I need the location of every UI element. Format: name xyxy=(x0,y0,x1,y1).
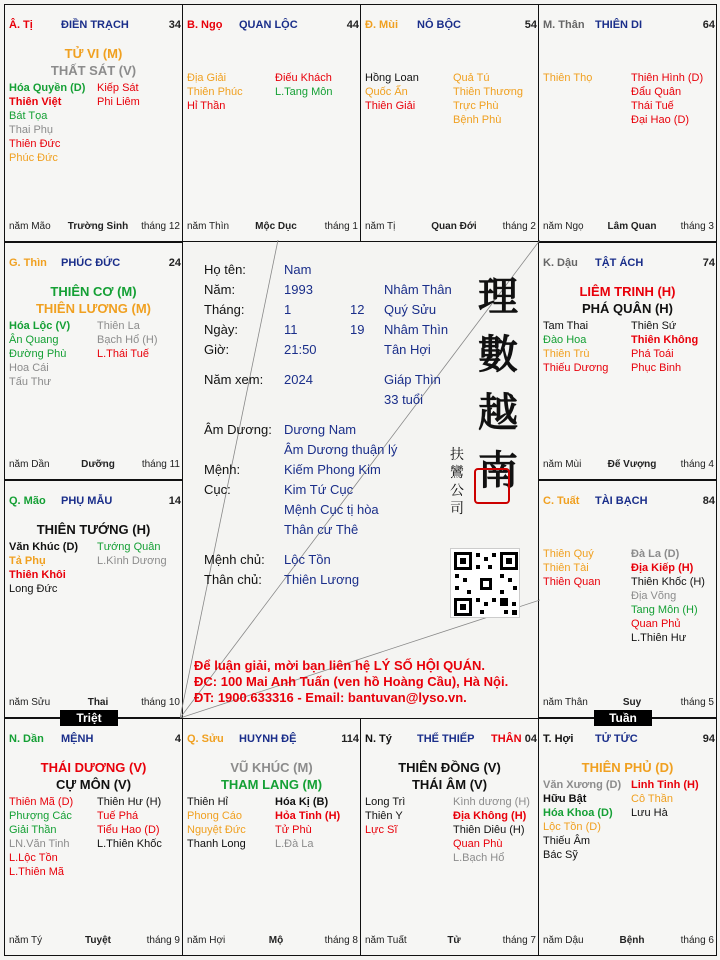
minor-star: Tướng Quân xyxy=(97,541,161,553)
branch-label: B. Ngọ xyxy=(187,19,223,31)
name-value: Nam xyxy=(284,262,312,277)
life-stage: Tuyệt xyxy=(85,935,111,946)
minor-star: L.Thiên Mã xyxy=(9,866,65,878)
main-star: THẤT SÁT (V) xyxy=(50,63,137,78)
seal-text: 扶 鸞 公 司 xyxy=(450,447,464,517)
minor-star: Ân Quang xyxy=(9,334,59,346)
minor-star: Hóa Lộc (V) xyxy=(9,320,71,332)
minor-star: Văn Khúc (D) xyxy=(9,541,79,553)
hour-label: Giờ: xyxy=(204,342,230,357)
minor-star: Kình dương (H) xyxy=(453,796,530,808)
minor-star: L.Bạch Hổ xyxy=(453,852,505,864)
minor-star: Lộc Tồn (D) xyxy=(543,821,601,833)
minor-star: Văn Xương (D) xyxy=(543,779,622,791)
minor-star: Thái Tuế xyxy=(631,100,674,112)
palace-header xyxy=(9,495,181,509)
age-value: 33 tuổi xyxy=(384,392,424,407)
main-stars xyxy=(5,521,182,538)
year-label: năm Sửu xyxy=(9,697,51,708)
minor-star: Thiên Không xyxy=(631,334,699,346)
minor-star: Hỉ Thần xyxy=(187,100,226,112)
main-star: LIÊM TRINH (H) xyxy=(579,284,676,299)
minor-star: Tấu Thư xyxy=(9,376,52,388)
main-stars xyxy=(5,759,182,793)
minor-star: Địa Không (H) xyxy=(453,810,527,822)
minor-star: Hồng Loan xyxy=(365,72,419,84)
minor-stars-left xyxy=(543,71,592,85)
dai-han-number: 74 xyxy=(702,257,715,269)
dai-han-number: 4 xyxy=(174,733,181,745)
minor-stars-right xyxy=(97,795,162,851)
main-stars xyxy=(5,283,182,317)
palace-name: TÀI BẠCH xyxy=(595,495,648,507)
minor-star: Linh Tinh (H) xyxy=(631,779,699,791)
tuan-tag: Tuần xyxy=(594,710,652,726)
minor-star: LN.Văn Tinh xyxy=(9,838,70,850)
year-label: năm Tuất xyxy=(365,935,407,946)
minor-star: Thiên Khốc (H) xyxy=(631,576,705,588)
dai-han-number: 04 xyxy=(524,733,537,745)
palace-name: NÔ BỘC xyxy=(417,19,461,31)
minor-star: Phục Binh xyxy=(631,362,682,374)
palace-cell-suu[interactable] xyxy=(182,718,361,956)
life-stage: Tử xyxy=(447,935,461,946)
day-solar: 19 xyxy=(350,322,365,337)
minor-stars-left xyxy=(543,778,621,862)
minor-star: Lực Sĩ xyxy=(365,824,398,836)
minor-star: Lưu Hà xyxy=(631,807,668,819)
minor-star: Kiếp Sát xyxy=(97,82,139,94)
minor-star: Thiếu Dương xyxy=(543,362,609,374)
palace-footer xyxy=(9,221,180,235)
hour-value: 21:50 xyxy=(284,342,317,357)
minor-stars-right xyxy=(631,71,703,127)
dai-han-number: 94 xyxy=(702,733,715,745)
minor-stars-right xyxy=(275,795,340,851)
branch-label: Â. Tị xyxy=(9,19,33,31)
palace-cell-hoi[interactable] xyxy=(538,718,717,956)
minor-star: Thiên Diêu (H) xyxy=(453,824,525,836)
main-star: PHÁ QUÂN (H) xyxy=(582,301,673,316)
triet-tag: Triệt xyxy=(60,710,118,726)
minor-star: L.Thái Tuế xyxy=(97,348,149,360)
branch-label: Đ. Mùi xyxy=(365,19,398,31)
minor-stars-right xyxy=(97,319,158,361)
than-chu-label: Thân chủ: xyxy=(204,572,262,587)
contact-phone-email[interactable]: ĐT: 1900.633316 - Email: bantuvan@lyso.vn. xyxy=(194,690,467,705)
minor-star: Đà La (D) xyxy=(631,548,680,560)
month-label: tháng 12 xyxy=(141,221,180,232)
branch-label: Q. Sửu xyxy=(187,733,224,745)
main-star: THÁI DƯƠNG (V) xyxy=(40,760,147,775)
minor-star: Điếu Khách xyxy=(275,72,332,84)
main-star: TỬ VI (M) xyxy=(64,46,123,61)
palace-footer xyxy=(9,697,180,711)
minor-star: Tam Thai xyxy=(543,320,589,332)
main-stars xyxy=(5,45,182,79)
month-label: tháng 1 xyxy=(324,221,358,232)
contact-address: ĐC: 100 Mai Anh Tuấn (ven hồ Hoàng Cầu), Hà Nội. xyxy=(194,674,509,689)
minor-star: Đẩu Quân xyxy=(631,86,682,98)
cuc-note: Mệnh Cục tị hòa xyxy=(284,502,379,517)
minor-stars-right xyxy=(97,81,140,109)
minor-star: Thiên Phúc xyxy=(187,86,243,98)
name-label: Họ tên: xyxy=(204,262,246,277)
dai-han-number: 24 xyxy=(168,257,181,269)
minor-stars-right xyxy=(275,71,332,99)
main-star: CỰ MÔN (V) xyxy=(55,777,132,792)
minor-stars-right xyxy=(631,778,699,820)
month-label: tháng 10 xyxy=(141,697,180,708)
minor-star: Tiểu Hao (D) xyxy=(97,824,160,836)
palace-footer xyxy=(543,459,714,473)
palace-cell-ngo[interactable] xyxy=(182,4,361,242)
minor-star: Nguyệt Đức xyxy=(187,824,246,836)
main-star: THÁI ÂM (V) xyxy=(411,777,488,792)
palace-cell-ty2[interactable] xyxy=(360,718,539,956)
minor-star: Thiên Việt xyxy=(9,96,62,108)
year-label: năm Thìn xyxy=(187,221,230,232)
life-stage: Thai xyxy=(87,697,109,708)
month-label: tháng 8 xyxy=(324,935,358,946)
month-solar: 12 xyxy=(350,302,365,317)
branch-label: Q. Mão xyxy=(9,495,46,507)
minor-star: Long Đức xyxy=(9,583,58,595)
minor-star: Hóa Khoa (D) xyxy=(543,807,613,819)
minor-star: Tuế Phá xyxy=(97,810,139,822)
dai-han-number: 54 xyxy=(524,19,537,31)
minor-stars-left xyxy=(9,81,85,165)
amduong-note: Âm Dương thuận lý xyxy=(284,442,398,457)
main-stars xyxy=(539,759,716,776)
month-label: tháng 11 xyxy=(141,459,180,470)
minor-star: Thanh Long xyxy=(187,838,246,850)
minor-star: Quan Phù xyxy=(453,838,503,850)
palace-name: QUAN LỘC xyxy=(239,19,298,31)
branch-label: G. Thìn xyxy=(9,257,47,269)
minor-star: Phúc Đức xyxy=(9,152,58,164)
dai-han-number: 64 xyxy=(702,19,715,31)
minor-star: Hóa Kị (B) xyxy=(275,796,329,808)
minor-star: Bạch Hổ (H) xyxy=(97,334,158,346)
minor-stars-left xyxy=(365,71,419,113)
minor-star: Phong Cáo xyxy=(187,810,243,822)
branch-label: M. Thân xyxy=(543,19,585,31)
palace-cell-dau[interactable] xyxy=(538,242,717,480)
cuc-label: Cục: xyxy=(204,482,231,497)
month-label: tháng 2 xyxy=(502,221,536,232)
minor-star: Quả Tú xyxy=(453,72,490,84)
minor-star: Thiên Hỉ xyxy=(187,796,228,808)
minor-stars-left xyxy=(9,795,73,879)
minor-star: Phi Liêm xyxy=(97,96,140,108)
life-stage: Quan Đới xyxy=(431,221,477,232)
minor-star: Thiên Hư (H) xyxy=(97,796,162,808)
palace-cell-thin[interactable] xyxy=(4,242,183,480)
month-value: 1 xyxy=(284,302,292,317)
menh-label: Mệnh: xyxy=(204,462,241,477)
year-label: năm Dậu xyxy=(543,935,584,946)
life-stage: Trường Sinh xyxy=(67,221,129,232)
palace-header xyxy=(365,733,537,747)
minor-star: Thiên Quý xyxy=(543,548,594,560)
life-stage: Dưỡng xyxy=(81,459,115,470)
minor-star: Tử Phù xyxy=(275,824,312,836)
day-canchi: Nhâm Thìn xyxy=(384,322,449,337)
amduong-label: Âm Dương: xyxy=(204,422,272,437)
minor-star: Tả Phụ xyxy=(9,555,46,567)
branch-label: C. Tuất xyxy=(543,495,580,507)
minor-star: Thiên Khôi xyxy=(9,569,66,581)
day-label: Ngày: xyxy=(204,322,238,337)
minor-star: Đào Hoa xyxy=(543,334,587,346)
life-stage: Bệnh xyxy=(619,935,645,946)
palace-header xyxy=(9,19,181,33)
minor-star: Tang Môn (H) xyxy=(631,604,698,616)
brand-logo xyxy=(466,268,530,500)
dai-han-number: 44 xyxy=(346,19,359,31)
minor-star: Cô Thần xyxy=(631,793,673,805)
minor-star: Bát Tọa xyxy=(9,110,48,122)
palace-header xyxy=(9,257,181,271)
life-stage: Mộc Dục xyxy=(255,221,297,232)
minor-stars-right xyxy=(453,795,530,865)
minor-stars-left xyxy=(187,71,243,113)
palace-footer xyxy=(9,935,180,949)
brand-text: 理 數 越 南 xyxy=(478,273,518,494)
palace-header xyxy=(543,19,715,33)
palace-cell-dan[interactable] xyxy=(4,718,183,956)
palace-header xyxy=(543,257,715,271)
menh-chu-label: Mệnh chủ: xyxy=(204,552,265,567)
hour-canchi: Tân Hợi xyxy=(384,342,431,357)
minor-star: Thiên Tài xyxy=(543,562,589,574)
year-label: năm Tý xyxy=(9,935,43,946)
year-canchi: Nhâm Thân xyxy=(384,282,452,297)
minor-stars-right xyxy=(631,319,698,375)
palace-name: ĐIỀN TRẠCH xyxy=(61,19,129,31)
dai-han-number: 114 xyxy=(341,733,359,745)
amduong-value: Dương Nam xyxy=(284,422,357,437)
palace-header xyxy=(543,733,715,747)
palace-name: TẬT ÁCH xyxy=(595,257,644,269)
life-stage: Mộ xyxy=(268,935,284,946)
month-label: tháng 7 xyxy=(502,935,536,946)
year-label: năm Hợi xyxy=(187,935,226,946)
branch-label: N. Tý xyxy=(365,733,392,745)
palace-footer xyxy=(365,935,536,949)
contact-line-1: Để luận giải, mời bạn liên hệ LÝ SỐ HỘI QUÁN. xyxy=(194,658,485,673)
minor-star: Đường Phù xyxy=(9,348,67,360)
minor-star: Bác Sỹ xyxy=(543,849,578,861)
palace-footer xyxy=(365,221,536,235)
branch-label: K. Dậu xyxy=(543,257,578,269)
red-seal-icon xyxy=(474,468,510,504)
minor-star: Phượng Các xyxy=(9,810,72,822)
minor-star: Đại Hao (D) xyxy=(631,114,690,126)
main-star: THIÊN LƯƠNG (M) xyxy=(35,301,152,316)
minor-star: Thiên La xyxy=(97,320,140,332)
palace-cell-mui[interactable] xyxy=(360,4,539,242)
minor-stars-right xyxy=(631,547,705,645)
palace-footer xyxy=(543,935,714,949)
branch-label: T. Hợi xyxy=(543,733,574,745)
minor-stars-left xyxy=(187,795,246,851)
year-label: năm Dần xyxy=(9,459,50,470)
main-stars xyxy=(183,759,360,793)
minor-star: Hữu Bật xyxy=(543,793,587,805)
month-label: tháng 9 xyxy=(146,935,180,946)
minor-star: Thiên Giải xyxy=(365,100,416,112)
minor-star: Quan Phủ xyxy=(631,618,681,630)
view-year-label: Năm xem: xyxy=(204,372,264,387)
minor-star: Hoa Cái xyxy=(9,362,49,374)
minor-star: Phá Toái xyxy=(631,348,674,360)
dai-han-number: 14 xyxy=(168,495,181,507)
minor-stars-left xyxy=(543,319,608,375)
minor-stars-left xyxy=(9,540,78,596)
palace-name: MỆNH xyxy=(61,733,94,745)
year-label: Năm: xyxy=(204,282,236,297)
minor-star: Hỏa Tinh (H) xyxy=(275,810,341,822)
than-chu-value: Thiên Lương xyxy=(284,572,360,587)
main-star: THIÊN TƯỚNG (H) xyxy=(36,522,151,537)
minor-star: Thai Phụ xyxy=(9,124,54,136)
minor-star: Hóa Quyền (D) xyxy=(9,82,86,94)
year-value: 1993 xyxy=(284,282,313,297)
minor-star: L.Kình Dương xyxy=(97,555,167,567)
minor-star: Thiên Thọ xyxy=(543,72,593,84)
minor-star: Địa Giải xyxy=(187,72,227,84)
palace-header xyxy=(365,19,537,33)
qr-code-icon[interactable] xyxy=(450,548,520,618)
dai-han-number: 84 xyxy=(702,495,715,507)
minor-star: Thiên Trù xyxy=(543,348,590,360)
minor-star: Thiên Y xyxy=(365,810,403,822)
menh-value: Kiếm Phong Kim xyxy=(284,462,381,477)
life-stage: Lâm Quan xyxy=(607,221,657,232)
minor-star: Long Trì xyxy=(365,796,406,808)
minor-star: Trực Phù xyxy=(453,100,499,112)
minor-star: L.Thiên Khốc xyxy=(97,838,162,850)
day-value: 11 xyxy=(284,322,298,337)
minor-star: Thiên Mã (D) xyxy=(9,796,74,808)
month-label: tháng 6 xyxy=(680,935,714,946)
cuc-value: Kim Tứ Cục xyxy=(284,482,354,497)
palace-name: PHỤ MẪU xyxy=(61,495,113,507)
palace-header xyxy=(187,19,359,33)
palace-footer xyxy=(187,221,358,235)
palace-name: TỬ TỨC xyxy=(595,733,638,745)
minor-star: Địa Võng xyxy=(631,590,677,602)
palace-name: THIÊN DI xyxy=(595,19,643,31)
view-year-value: 2024 xyxy=(284,372,313,387)
life-stage: Đế Vượng xyxy=(607,459,657,470)
minor-star: Thiên Hình (D) xyxy=(631,72,704,84)
menh-chu-value: Lộc Tồn xyxy=(284,552,331,567)
palace-footer xyxy=(543,697,714,711)
year-label: năm Ngọ xyxy=(543,221,584,232)
main-stars xyxy=(361,759,538,793)
main-stars xyxy=(539,283,716,317)
center-info-panel xyxy=(180,240,540,718)
main-star: THAM LANG (M) xyxy=(220,777,323,792)
year-label: năm Thân xyxy=(543,697,588,708)
month-label: tháng 4 xyxy=(680,459,714,470)
minor-star: Thiếu Âm xyxy=(543,835,591,847)
minor-star: L.Đà La xyxy=(275,838,314,850)
palace-name: HUYNH ĐỆ xyxy=(239,733,297,745)
month-label: tháng 3 xyxy=(680,221,714,232)
month-label: Tháng: xyxy=(204,302,245,317)
minor-star: Giải Thần xyxy=(9,824,57,836)
main-star: THIÊN ĐỒNG (V) xyxy=(398,760,501,775)
year-label: năm Mão xyxy=(9,221,51,232)
year-label: năm Mùi xyxy=(543,459,582,470)
minor-star: Thiên Quan xyxy=(543,576,601,588)
palace-cell-tuat[interactable] xyxy=(538,480,717,718)
minor-star: L.Lộc Tồn xyxy=(9,852,58,864)
month-canchi: Quý Sửu xyxy=(384,302,437,317)
minor-stars-left xyxy=(365,795,405,837)
month-label: tháng 5 xyxy=(680,697,714,708)
main-star: THIÊN PHỦ (D) xyxy=(581,760,674,775)
minor-stars-right xyxy=(97,540,167,568)
minor-star: Quốc Ấn xyxy=(365,86,408,98)
minor-star: Thiên Sứ xyxy=(631,320,677,332)
palace-name: PHÚC ĐỨC xyxy=(61,257,121,269)
palace-header xyxy=(543,495,715,509)
than-marker: THÂN xyxy=(491,733,522,745)
palace-footer xyxy=(9,459,180,473)
palace-cell-mao[interactable] xyxy=(4,480,183,718)
minor-star: Bệnh Phù xyxy=(453,114,502,126)
palace-name: THỂ THIẾP xyxy=(417,733,475,745)
minor-star: Thiên Thương xyxy=(453,86,524,98)
minor-star: Địa Kiếp (H) xyxy=(631,562,694,574)
palace-header xyxy=(187,733,359,747)
branch-label: N. Dần xyxy=(9,733,44,745)
minor-star: L.Tang Môn xyxy=(275,86,333,98)
life-stage: Suy xyxy=(622,697,642,708)
main-star: THIÊN CƠ (M) xyxy=(50,284,137,299)
palace-cell-ty[interactable] xyxy=(4,4,183,242)
minor-stars-left xyxy=(9,319,70,389)
minor-stars-right xyxy=(453,71,523,127)
dai-han-number: 34 xyxy=(168,19,181,31)
minor-stars-left xyxy=(543,547,600,589)
than-cu-note: Thân cư Thê xyxy=(284,522,359,537)
year-label: năm Tị xyxy=(365,221,396,232)
palace-footer xyxy=(543,221,714,235)
palace-header xyxy=(9,733,181,747)
main-star: VŨ KHÚC (M) xyxy=(230,760,313,775)
palace-cell-than[interactable] xyxy=(538,4,717,242)
minor-star: L.Thiên Hư xyxy=(631,632,687,644)
palace-footer xyxy=(187,935,358,949)
minor-star: Thiên Đức xyxy=(9,138,61,150)
view-year-canchi: Giáp Thìn xyxy=(384,372,441,387)
